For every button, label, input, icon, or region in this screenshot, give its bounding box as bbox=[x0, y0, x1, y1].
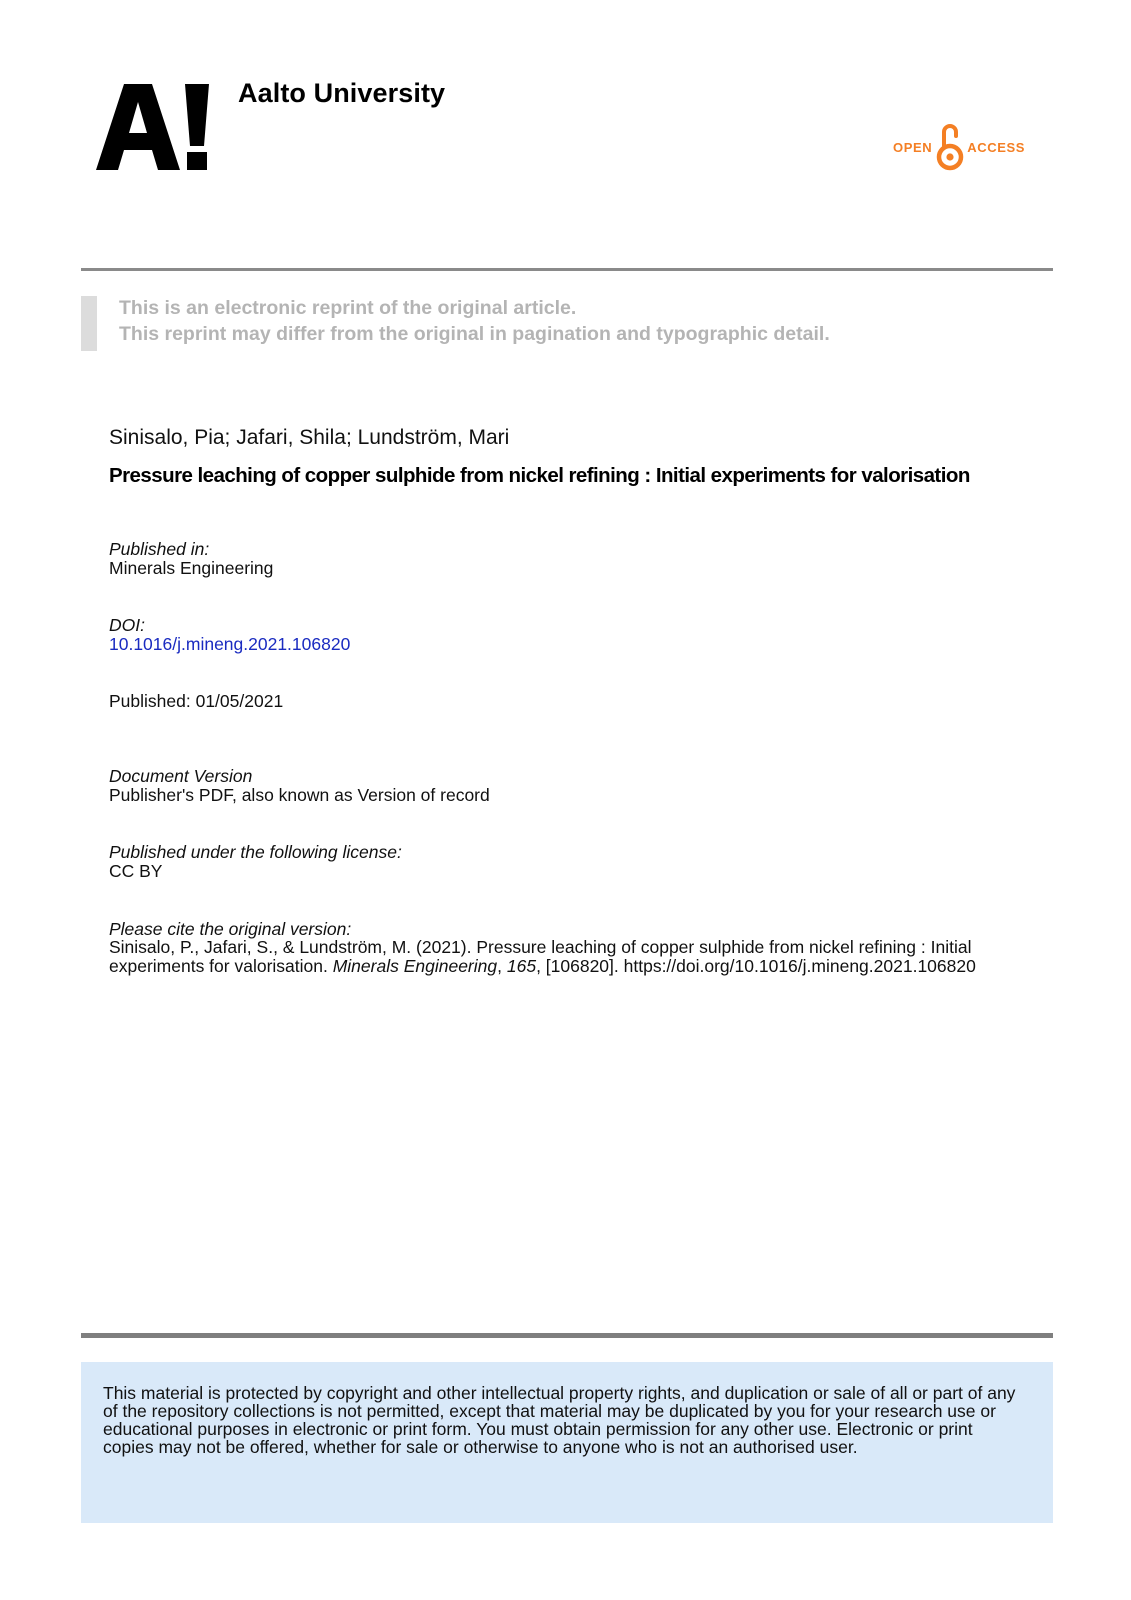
citation-line-2 bbox=[109, 956, 976, 977]
citation-separator: , bbox=[497, 956, 507, 976]
reprint-notice-line-2: This reprint may differ from the original in pagination and typographic detail. bbox=[119, 323, 830, 345]
open-lock-icon bbox=[936, 122, 964, 172]
journal-name: Minerals Engineering bbox=[109, 558, 274, 578]
citation-volume: 165 bbox=[506, 956, 537, 976]
open-access-left-text: OPEN bbox=[893, 139, 933, 155]
citation-journal: Minerals Engineering bbox=[332, 956, 498, 976]
open-access-right-text: ACCESS bbox=[967, 139, 1026, 155]
article-title: Pressure leaching of copper sulphide from nickel refining : Initial experiments for valorisation bbox=[109, 464, 970, 487]
brand-name: Aalto University bbox=[238, 78, 446, 108]
top-divider bbox=[81, 268, 1053, 271]
license-label: Published under the following license: bbox=[109, 842, 402, 862]
license-value: CC BY bbox=[109, 861, 163, 881]
citation-text: experiments for valorisation. bbox=[109, 956, 333, 976]
doi-link[interactable]: 10.1016/j.mineng.2021.106820 bbox=[109, 634, 351, 654]
authors: Sinisalo, Pia; Jafari, Shila; Lundström, Mari bbox=[109, 426, 510, 449]
copyright-text: This material is protected by copyright and other intellectual property rights, and duplication or sale of all or part of any of the repository collections is not permitted, except that material may be duplicated by you for your research use or educational purposes in electronic or print form. You must obtain permission for any other use. Electronic or print copies may not be offered, whether for sale or otherwise to anyone who is not an authorised user. bbox=[103, 1383, 1016, 1457]
published-date: Published: 01/05/2021 bbox=[109, 691, 284, 711]
citation-line-1: Sinisalo, P., Jafari, S., & Lundström, M. (2021). Pressure leaching of copper sulphide from nickel refining : Initial bbox=[109, 937, 972, 957]
open-access-badge bbox=[893, 122, 1025, 172]
doi-label: DOI: bbox=[109, 615, 145, 635]
aalto-logo-icon bbox=[96, 84, 211, 170]
cite-label: Please cite the original version: bbox=[109, 919, 352, 939]
published-in-label: Published in: bbox=[109, 539, 210, 559]
document-version: Publisher's PDF, also known as Version of record bbox=[109, 785, 490, 805]
document-version-label: Document Version bbox=[109, 766, 253, 786]
citation-doi-text: , [106820]. https://doi.org/10.1016/j.mineng.2021.106820 bbox=[536, 956, 976, 976]
bottom-divider bbox=[81, 1333, 1053, 1338]
notice-accent-bar bbox=[81, 296, 97, 351]
reprint-notice-line-1: This is an electronic reprint of the original article. bbox=[119, 297, 577, 319]
copyright-notice-box bbox=[81, 1362, 1053, 1523]
